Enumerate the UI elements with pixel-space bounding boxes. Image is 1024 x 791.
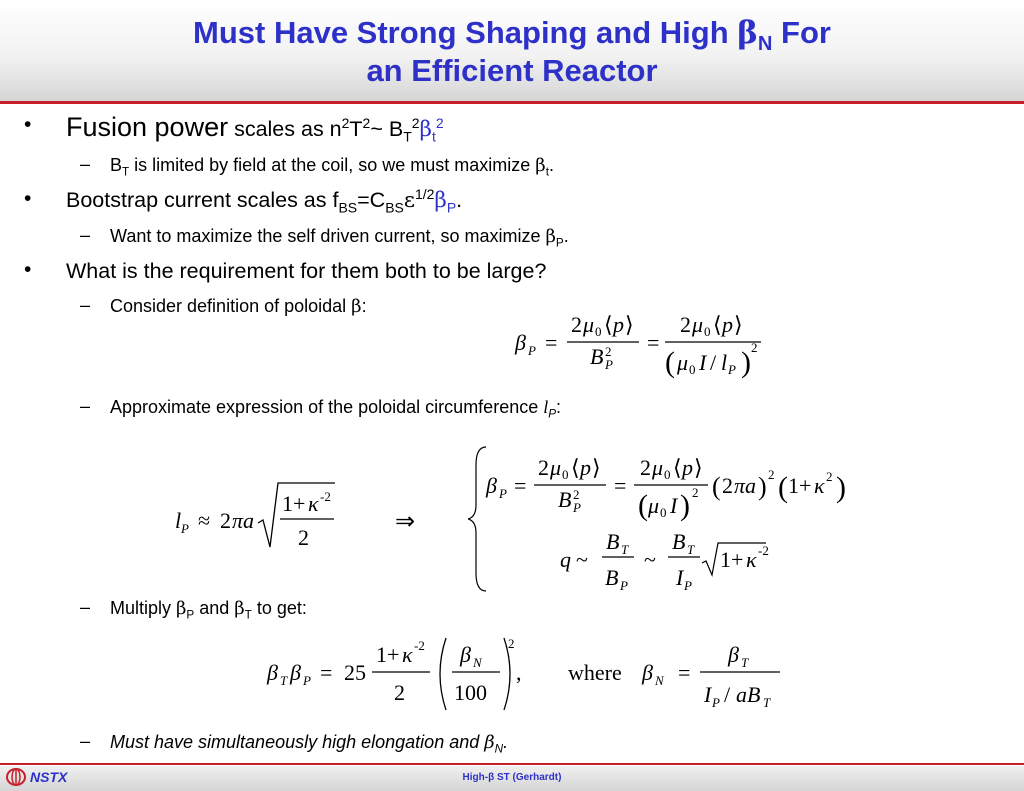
svg-text:0: 0 <box>562 467 569 482</box>
svg-text:~: ~ <box>576 547 588 572</box>
svg-text:1+: 1+ <box>788 473 812 498</box>
svg-text:P: P <box>712 695 720 710</box>
svg-text:2: 2 <box>751 340 758 355</box>
svg-text:2: 2 <box>573 487 580 502</box>
svg-text:μ: μ <box>583 312 595 337</box>
svg-text:P: P <box>303 673 311 688</box>
svg-text:B: B <box>605 565 619 590</box>
svg-text:2: 2 <box>508 636 515 651</box>
svg-text:(: ( <box>665 346 675 379</box>
svg-text:): ) <box>758 472 767 501</box>
sub-bullet-self-driven: Want to maximize the self driven current, so maximize $\beta_P$. <box>110 226 569 250</box>
svg-text:=: = <box>514 473 527 498</box>
svg-text:2: 2 <box>680 312 691 337</box>
svg-text:=: = <box>320 660 333 685</box>
svg-text:2: 2 <box>605 344 612 359</box>
svg-text:P: P <box>499 486 507 501</box>
svg-text:πa: πa <box>734 473 757 498</box>
sub-bullet-poloidal-def: Consider definition of poloidal β: <box>110 296 367 317</box>
svg-text:-2: -2 <box>320 489 331 504</box>
nstx-logo-text: NSTX <box>30 769 68 785</box>
svg-text:0: 0 <box>689 362 696 377</box>
svg-text:μ: μ <box>550 455 562 480</box>
svg-text:~: ~ <box>644 547 656 572</box>
svg-text:p: p <box>682 455 693 480</box>
denominator-100: 100 <box>454 680 487 705</box>
svg-text:β: β <box>515 330 526 355</box>
svg-text:=: = <box>647 330 660 355</box>
svg-text:πa: πa <box>232 508 255 533</box>
svg-text:(: ( <box>712 472 721 501</box>
dash-marker: – <box>80 396 91 416</box>
svg-text:2: 2 <box>394 680 405 705</box>
bullet-fusion-power: Fusion power scales as $n^2T^2\sim$ $B_T^2\beta_t^2$ <box>66 112 444 145</box>
svg-text:): ) <box>836 471 846 504</box>
svg-text:(: ( <box>778 471 788 504</box>
svg-text:P: P <box>181 521 189 536</box>
svg-text:1+: 1+ <box>282 491 306 516</box>
svg-text:μ: μ <box>692 312 704 337</box>
svg-text:β: β <box>267 660 278 685</box>
svg-text:κ: κ <box>814 473 825 498</box>
svg-text:T: T <box>763 695 771 710</box>
svg-text:I: I <box>704 682 712 707</box>
svg-text:β: β <box>460 642 471 667</box>
where-label: where <box>568 660 622 685</box>
footer-caption: High-β ST (Gerhardt) <box>462 772 562 783</box>
svg-text:β: β <box>486 473 497 498</box>
sub-bullet-multiply: Multiply $\beta_P$ and $\beta_T$ to get: <box>110 598 307 622</box>
svg-text:-2: -2 <box>414 638 425 653</box>
svg-text:2: 2 <box>538 455 549 480</box>
svg-text:β: β <box>290 660 301 685</box>
svg-text:-2: -2 <box>758 543 769 558</box>
svg-text:2: 2 <box>571 312 582 337</box>
bullet-marker: • <box>24 113 32 136</box>
svg-text:2: 2 <box>640 455 651 480</box>
svg-text:⟨: ⟨ <box>571 455 580 480</box>
svg-text:0: 0 <box>660 505 667 520</box>
sub-bullet-circumference: Approximate expression of the poloidal circumference $l_P$: <box>110 397 562 421</box>
sub-bullet-bt-limited: $B_T$ is limited by field at the coil, so we must maximize $\beta_t$. <box>110 155 554 179</box>
svg-text:0: 0 <box>595 324 602 339</box>
svg-text:N: N <box>473 655 482 670</box>
svg-text:p: p <box>580 455 591 480</box>
svg-text:B: B <box>590 344 604 369</box>
svg-text:B: B <box>606 529 620 554</box>
svg-text:κ: κ <box>308 491 319 516</box>
bullet-marker: • <box>24 258 32 281</box>
svg-text:≈: ≈ <box>198 508 211 533</box>
svg-text:2: 2 <box>826 469 833 484</box>
svg-text:μ: μ <box>648 493 660 518</box>
dash-marker: – <box>80 597 91 617</box>
svg-text:⟩: ⟩ <box>592 455 601 480</box>
svg-text:0: 0 <box>704 324 711 339</box>
svg-text:=: = <box>614 473 627 498</box>
slide-title: Must Have Strong Shaping and High $\beta_N$ For an Efficient Reactor <box>193 15 831 88</box>
svg-text:⟨: ⟨ <box>604 312 613 337</box>
svg-text:I: I <box>676 565 684 590</box>
svg-text:μ: μ <box>652 455 664 480</box>
svg-text:T: T <box>741 655 749 670</box>
bullet-marker: • <box>24 187 32 210</box>
svg-text:⟩: ⟩ <box>694 455 703 480</box>
bullet-requirement: What is the requirement for them both to be large? <box>66 259 547 283</box>
equation-system <box>468 445 868 593</box>
svg-text:β: β <box>728 642 739 667</box>
equation-beta-product <box>262 630 792 720</box>
svg-text:=: = <box>678 660 691 685</box>
svg-text:β: β <box>642 660 653 685</box>
svg-text:P: P <box>528 343 536 358</box>
svg-text:): ) <box>741 346 751 379</box>
svg-text:⟨: ⟨ <box>673 455 682 480</box>
svg-text:1+: 1+ <box>720 547 744 572</box>
header-divider <box>0 101 1024 104</box>
svg-text:p: p <box>613 312 624 337</box>
svg-text:P: P <box>573 500 581 515</box>
svg-text:,: , <box>516 660 522 685</box>
svg-text:(: ( <box>638 489 648 522</box>
svg-text:⟩: ⟩ <box>625 312 634 337</box>
svg-text:p: p <box>722 312 733 337</box>
svg-text:N: N <box>655 673 664 688</box>
svg-text:P: P <box>605 357 613 372</box>
svg-text:⟩: ⟩ <box>734 312 743 337</box>
factor-25: 25 <box>344 660 366 685</box>
svg-text:T: T <box>687 542 695 557</box>
svg-text:T: T <box>280 673 288 688</box>
svg-text:T: T <box>621 542 629 557</box>
svg-text:I: I <box>670 493 678 518</box>
svg-text:=: = <box>545 330 558 355</box>
dash-marker: – <box>80 225 91 245</box>
equation-beta-p-definition <box>505 300 775 390</box>
svg-text:/: / <box>710 350 717 375</box>
svg-text:⟨: ⟨ <box>713 312 722 337</box>
svg-text:2: 2 <box>298 525 309 550</box>
svg-text:I: I <box>699 350 707 375</box>
dash-marker: – <box>80 731 91 751</box>
svg-text:2: 2 <box>692 485 699 500</box>
svg-text:2: 2 <box>768 467 775 482</box>
sub-bullet-conclusion: Must have simultaneously high elongation and $\beta_N$. <box>110 732 509 756</box>
bullet-bootstrap: Bootstrap current scales as $f_{BS}=C_{BS}\varepsilon^{1/2}\beta_P$. <box>66 185 463 216</box>
svg-text:q: q <box>560 547 571 572</box>
svg-text:P: P <box>728 362 736 377</box>
dash-marker: – <box>80 154 91 174</box>
svg-text:P: P <box>684 578 692 593</box>
footer-divider <box>0 763 1024 765</box>
svg-text:l: l <box>175 508 182 533</box>
svg-text:2: 2 <box>220 508 231 533</box>
svg-text:1+: 1+ <box>376 642 400 667</box>
dash-marker: – <box>80 295 91 315</box>
svg-text:μ: μ <box>677 350 689 375</box>
svg-text:): ) <box>680 489 690 522</box>
svg-text:B: B <box>558 487 572 512</box>
implies-arrow: ⇒ <box>395 509 416 535</box>
svg-text:/: / <box>724 682 731 707</box>
svg-text:0: 0 <box>664 467 671 482</box>
svg-text:κ: κ <box>402 642 413 667</box>
svg-text:B: B <box>672 529 686 554</box>
svg-text:2: 2 <box>722 473 733 498</box>
svg-text:κ: κ <box>746 547 757 572</box>
equation-lp-approx <box>170 475 340 555</box>
svg-text:l: l <box>721 350 728 375</box>
svg-text:P: P <box>620 578 628 593</box>
svg-text:aB: aB <box>736 682 761 707</box>
